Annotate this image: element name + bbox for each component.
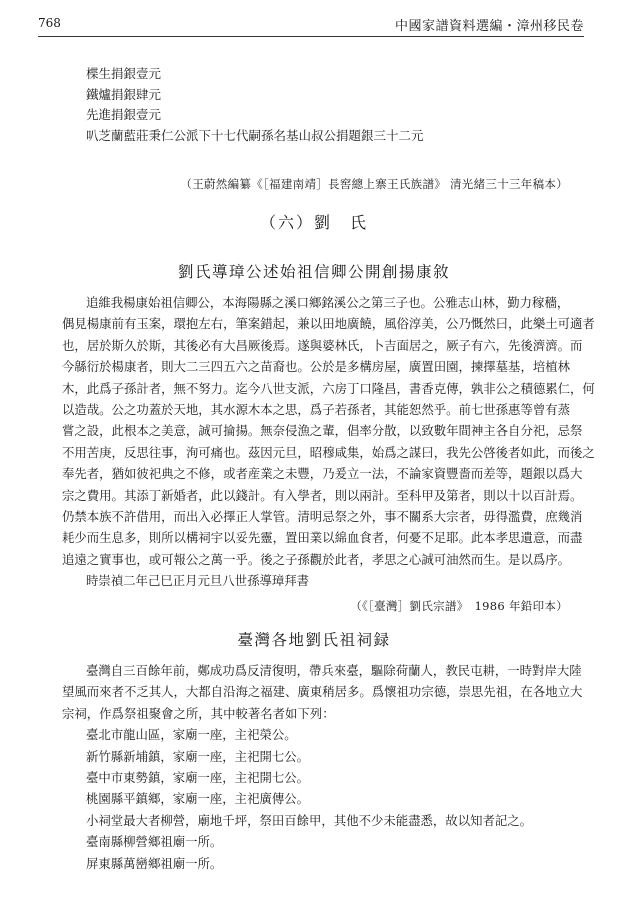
body-line: 追維我楊康始祖信卿公，本海陽縣之溪口鄉銘溪公之第三子也。公雅志山林，勤力稼穡， — [86, 295, 570, 310]
article-title-preface: 劉氏導璋公述始祖信卿公開創揚康敘 — [177, 263, 450, 281]
body-line: 追遠之實事也，或可報公之萬一乎。後之子孫觀於此者，孝思之心誠可油然而生。是以爲序。 — [62, 551, 571, 567]
article-title-shrines: 臺灣各地劉氏祖祠録 — [237, 631, 391, 649]
donation-line: 叭芝蘭藍莊秉仁公派下十七代嗣孫名基山叔公捐題銀三十二元 — [86, 127, 424, 143]
shrines-body — [62, 660, 590, 874]
body-line: 以造哉。公之功蓋於天地，其水源木本之思，爲子若孫者，其能恕然乎。前七世孫惠等曾有蒸 — [62, 402, 571, 418]
running-title: 中國家譜資料選編・漳州移民卷 — [394, 19, 584, 34]
section-title: （六）劉 氏 — [259, 213, 368, 232]
body-line: 宗之費用。其添丁新婚者，此以錢計。有入學者，則以兩計。至科甲及第者，則以十以百計焉。 — [62, 487, 583, 503]
body-line: 望風而來者不乏其人，大都自沿海之福建、廣東稍居多。爲懷祖功宗德，崇思先祖，在各地立大 — [62, 684, 583, 700]
body-line: 臺灣自三百餘年前，鄭成功爲反清復明，帶兵來臺，驅除荷蘭人，教民屯耕，一時對岸大陸 — [86, 663, 582, 678]
list-item: 臺北市龍山區，家廟一座，主祀榮公。 — [86, 727, 297, 743]
body-line: 也，居於斯久於斯，其後必有大昌厥後焉。遂與婆林氏，卜吉面居之，厥子有六，先後濟濟。而 — [62, 337, 583, 353]
donation-line: 先進捐銀壹元 — [86, 107, 162, 122]
body-line: 偶見楊康前有玉案，環抱左右，筆案錯起，兼以田地廣饒，風俗淳美，公乃慨然曰，此樂土可適者 — [62, 316, 595, 332]
date-line: 時崇禎二年己巳正月元旦八世孫導璋拜書 — [86, 573, 310, 589]
body-line: 耗少而生息多，則所以構祠宇以妥先靈，置田業以綿血食者，何憂不足耶。此本孝思遺意，而盡 — [62, 530, 583, 546]
list-item: 臺南縣柳營鄉祖廟一所。 — [86, 834, 223, 850]
body-line: 木，此爲子孫計者，無不努力。迄今八世支派，六房丁口隆昌，書香克傳，孰非公之積德累仁，何 — [62, 380, 595, 396]
page-number: 768 — [38, 16, 61, 30]
list-item: 桃園縣平鎮鄉，家廟一座，主祀廣傳公。 — [86, 791, 310, 807]
donation-line: 鐵爐捐銀肆元 — [86, 86, 162, 102]
body-line: 不用苦庚，反思往事，洵可痛也。茲因元旦，昭穆咸集，始爲之謀曰，我先公啓後者如此，而後之 — [62, 444, 595, 460]
body-line: 奉先者，猶如彼祀典之不修，或者産業之未豐，乃爰立一法，不論家資豐嗇而差等，題銀以爲大 — [62, 466, 583, 482]
source-citation-liu: （《［臺灣］劉氏宗譜》 1986 年鉛印本） — [350, 599, 568, 613]
list-item: 屏東縣萬巒鄉祖廟一所。 — [86, 855, 223, 871]
body-line: 宗祠，作爲祭祖聚會之所，其中較著名者如下列： — [62, 705, 335, 721]
donation-list — [86, 64, 586, 146]
page-header — [38, 12, 584, 37]
donation-line: 楪生捐銀壹元 — [86, 66, 162, 81]
preface-body — [62, 292, 595, 592]
list-item: 小祠堂最大者柳營，廟地千坪，祭田百餘甲，其他不少未能盡悉，故以知者記之。 — [86, 812, 533, 828]
source-citation-wang: （王蔚然編纂《［福建南靖］長窖總上寨王氏族譜》 清光緒三十三年稿本） — [180, 177, 568, 191]
body-line: 嘗之設，此根本之美意，誠可掄揚。無奈侵漁之輩，倡率分散，以致數年間神主各自分祀，忌祭 — [62, 423, 583, 439]
body-line: 今緜衍於楊康者，則大二三四五六之苗裔也。公於是多構房屋，廣置田園，揀擇墓基，培植林 — [62, 359, 571, 375]
list-item: 新竹縣新埔鎮，家廟一座，主祀開七公。 — [86, 748, 310, 764]
body-line: 仍禁本族不許借用，而出入必擇正人掌管。清明忌祭之外，事不關系大宗者，毋得濫費，庶幾消 — [62, 509, 583, 525]
list-item: 臺中市東勢鎮，家廟一座，主祀開七公。 — [86, 770, 310, 786]
